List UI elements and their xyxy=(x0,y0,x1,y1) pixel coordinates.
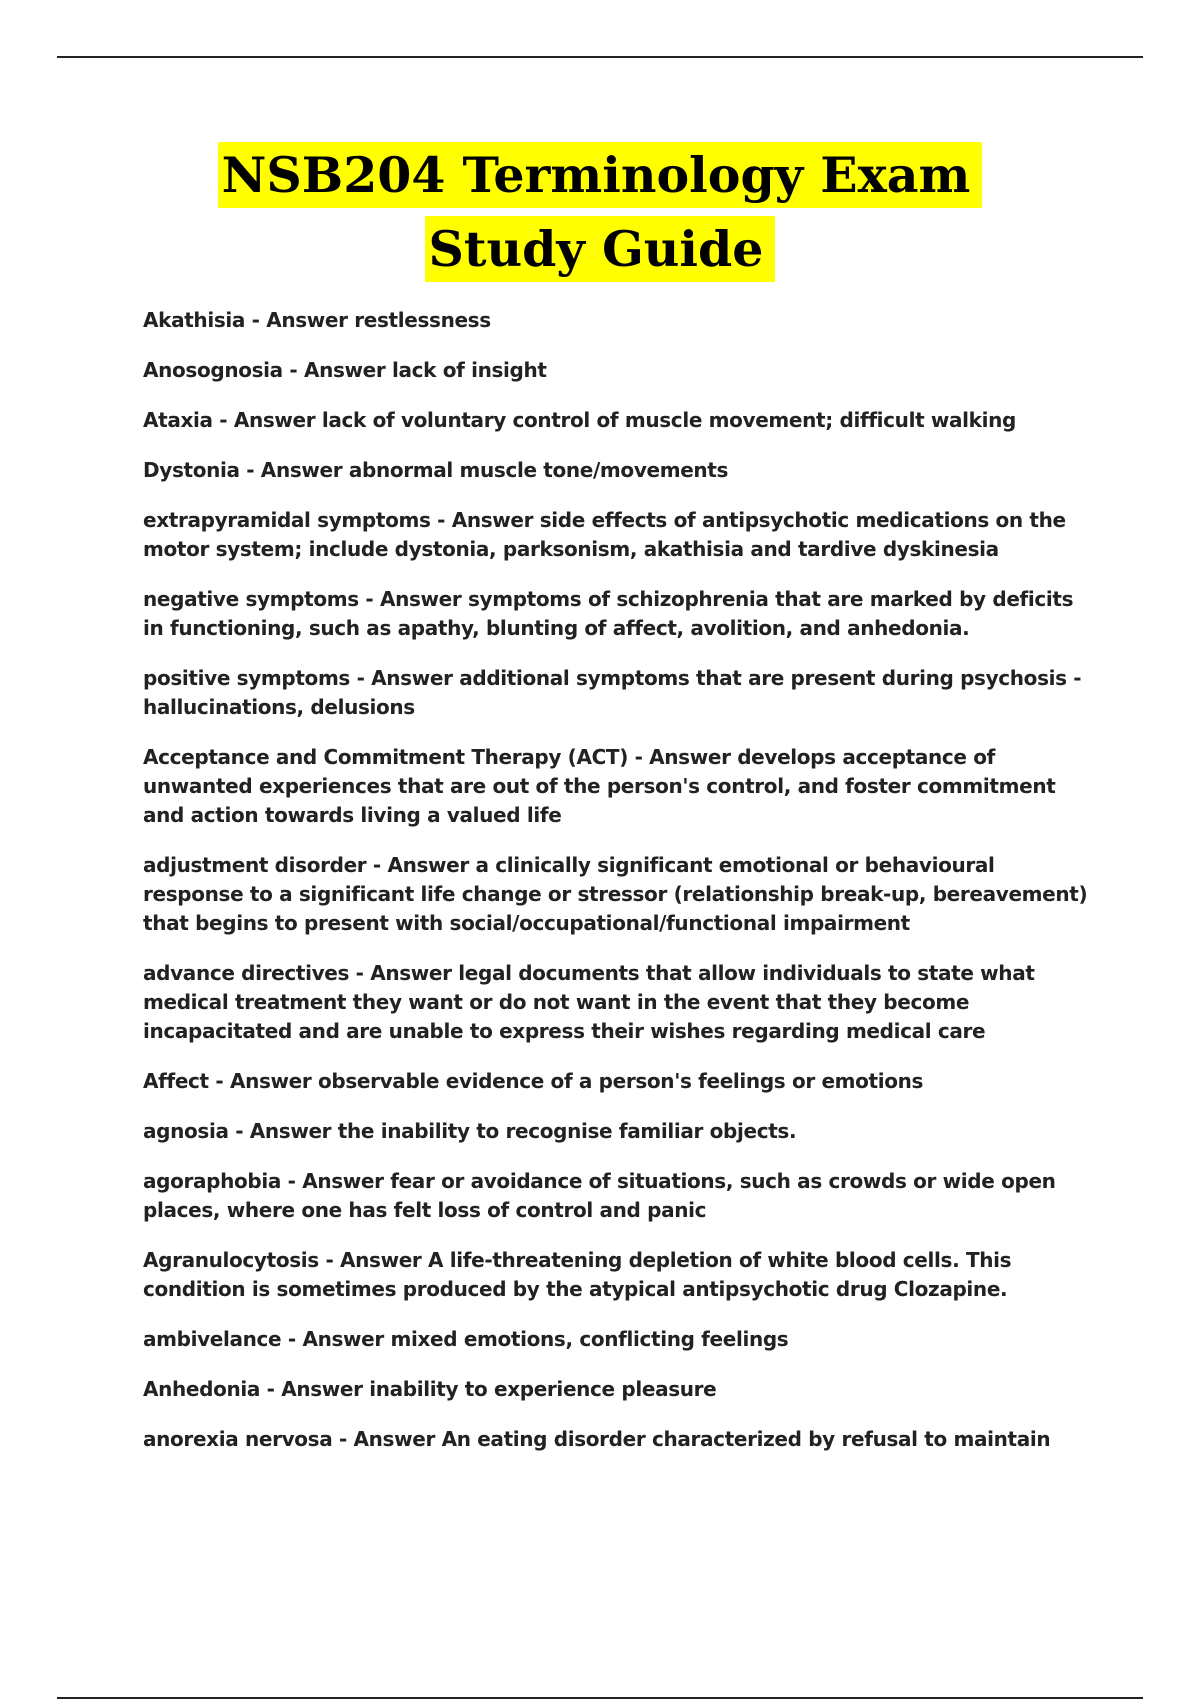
term-entry: Anosognosia - Answer lack of insight xyxy=(143,358,547,382)
title-line-2: Study Guide xyxy=(425,216,776,282)
term-entry: agoraphobia - Answer fear or avoidance of situations, such as crowds or wide open places, where one has felt loss of control and panic xyxy=(143,1169,1056,1222)
term-entry: Affect - Answer observable evidence of a person's feelings or emotions xyxy=(143,1069,924,1093)
term-entry: ambivelance - Answer mixed emotions, conflicting feelings xyxy=(143,1327,789,1351)
term-entry: Dystonia - Answer abnormal muscle tone/movements xyxy=(143,458,729,482)
term-entry: Anhedonia - Answer inability to experience pleasure xyxy=(143,1377,717,1401)
term-list xyxy=(143,306,1088,1475)
term-entry: anorexia nervosa - Answer An eating disorder characterized by refusal to maintain xyxy=(143,1427,1051,1451)
term-entry: extrapyramidal symptoms - Answer side effects of antipsychotic medications on the motor system; include dystonia, parksonism, akathisia and tardive dyskinesia xyxy=(143,508,1066,561)
term-entry: adjustment disorder - Answer a clinically significant emotional or behavioural response to a significant life change or stressor (relationship break-up, bereavement) that begins to present with social/occupational/functional impairment xyxy=(143,853,1088,935)
term-entry: Agranulocytosis - Answer A life-threatening depletion of white blood cells. This condition is sometimes produced by the atypical antipsychotic drug Clozapine. xyxy=(143,1248,1012,1301)
term-entry: agnosia - Answer the inability to recognise familiar objects. xyxy=(143,1119,797,1143)
term-entry: advance directives - Answer legal documents that allow individuals to state what medical treatment they want or do not want in the event that they become incapacitated and are unable to express their wishes regarding medical care xyxy=(143,961,1035,1043)
top-rule xyxy=(57,56,1143,58)
term-entry: negative symptoms - Answer symptoms of schizophrenia that are marked by deficits in functioning, such as apathy, blunting of affect, avolition, and anhedonia. xyxy=(143,587,1074,640)
term-entry: positive symptoms - Answer additional symptoms that are present during psychosis - hallucinations, delusions xyxy=(143,666,1082,719)
term-entry: Akathisia - Answer restlessness xyxy=(143,308,491,332)
term-entry: Ataxia - Answer lack of voluntary control of muscle movement; difficult walking xyxy=(143,408,1016,432)
term-entry: Acceptance and Commitment Therapy (ACT) - Answer develops acceptance of unwanted experiences that are out of the person's control, and foster commitment and action towards living a valued life xyxy=(143,745,1056,827)
title-line-1: NSB204 Terminology Exam xyxy=(218,142,983,208)
document-title xyxy=(0,142,1200,282)
bottom-rule xyxy=(57,1697,1143,1699)
